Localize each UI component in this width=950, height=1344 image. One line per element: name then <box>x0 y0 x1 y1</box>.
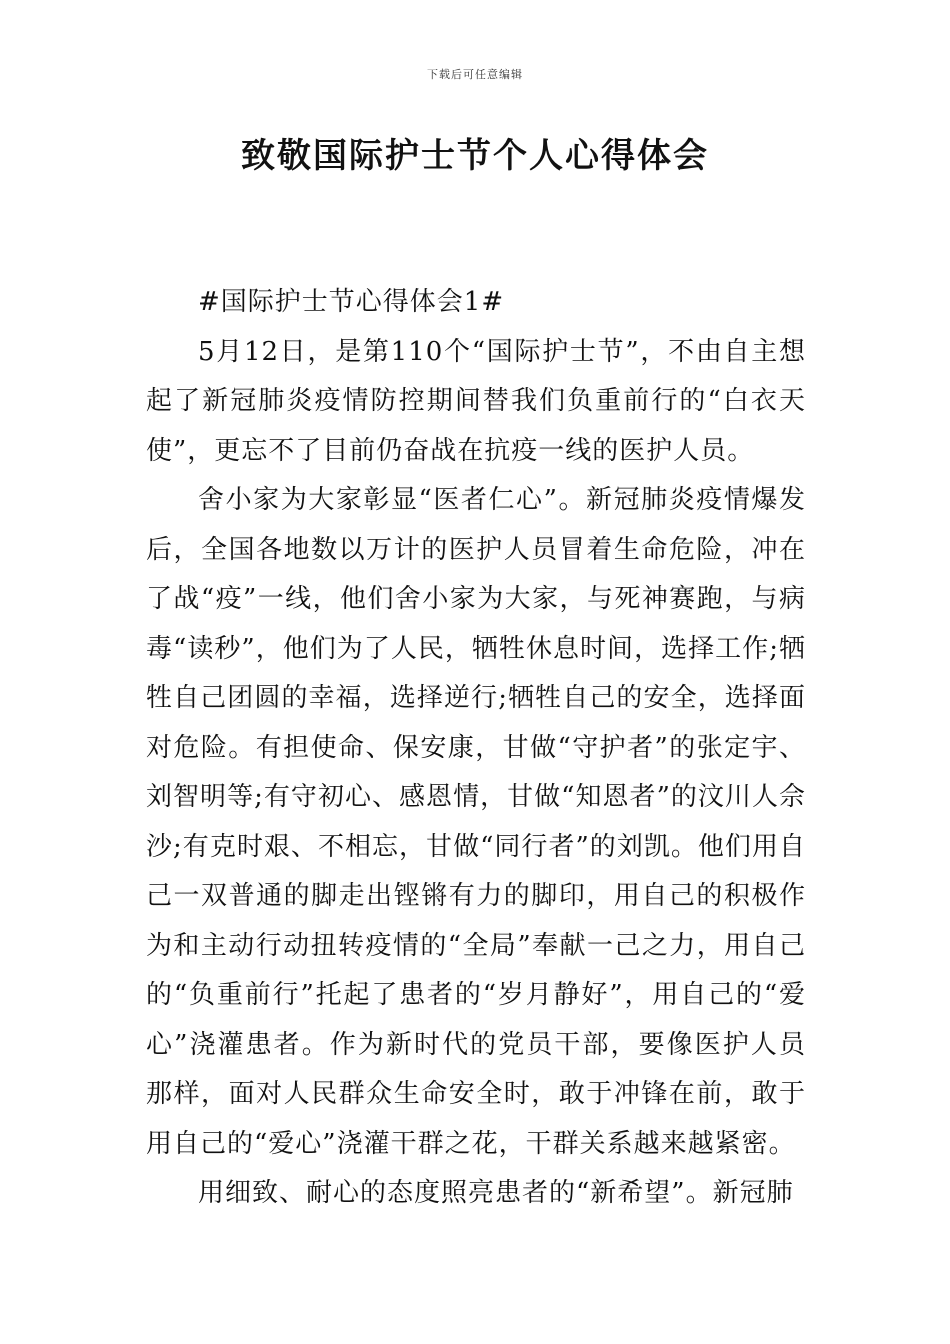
header-note: 下载后可任意编辑 <box>427 68 523 81</box>
document-body <box>146 278 806 1219</box>
section-heading: #国际护士节心得体会1# <box>198 287 505 317</box>
paragraph-2: 舍小家为大家彰显“医者仁心”。新冠肺炎疫情爆发后，全国各地数以万计的医护人员冒着生命危险，冲在了战“疫”一线，他们舍小家为大家，与死神赛跑，与病毒“读秒”，他们为了人民，牺牲休息时间，选择工作;牺牲自己团圆的幸福，选择逆行;牺牲自己的安全，选择面对危险。有担使命、保安康，甘做“守护者”的张定宇、刘智明等;有守初心、感恩情，甘做“知恩者”的汶川人佘沙;有克时艰、不相忘，甘做“同行者”的刘凯。他们用自己一双普通的脚走出铿锵有力的脚印，用自己的积极作为和主动行动扭转疫情的“全局”奉献一己之力，用自己的“负重前行”托起了患者的“岁月静好”，用自己的“爱心”浇灌患者。作为新时代的党员干部，要像医护人员那样，面对人民群众生命安全时，敢于冲锋在前，敢于用自己的“爱心”浇灌干群之花，干群关系越来越紧密。 <box>146 485 806 1159</box>
paragraph-3: 用细致、耐心的态度照亮患者的“新希望”。新冠肺 <box>198 1178 794 1208</box>
document-title: 致敬国际护士节个人心得体会 <box>241 136 709 176</box>
paragraph-1: 5月12日，是第110个“国际护士节”，不由自主想起了新冠肺炎疫情防控期间替我们负重前行的“白衣天使”，更忘不了目前仍奋战在抗疫一线的医护人员。 <box>146 336 806 466</box>
